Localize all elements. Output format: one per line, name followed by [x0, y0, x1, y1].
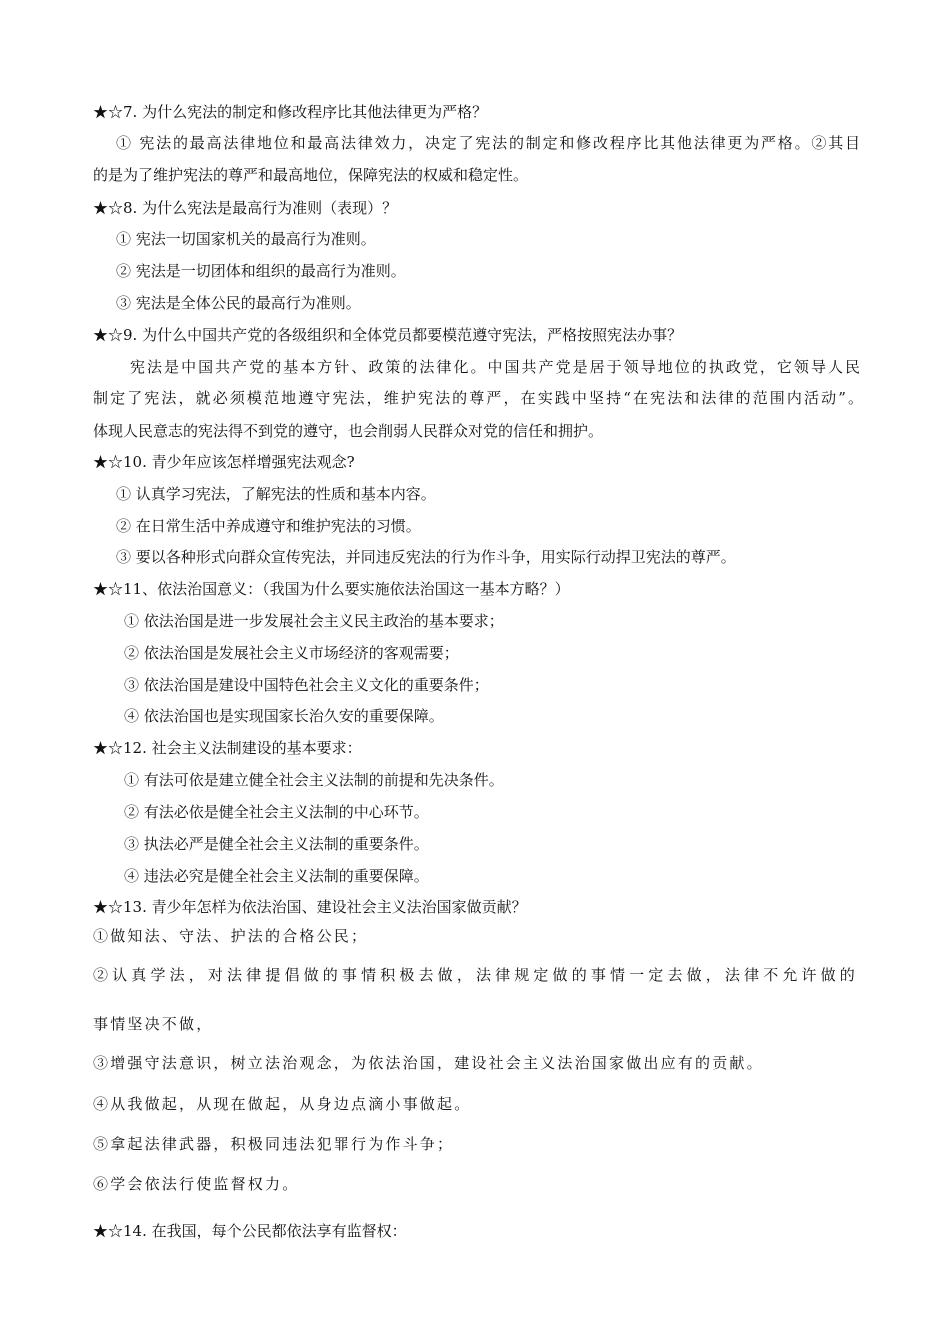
- question-13-item-1: ①做知法、守法、护法的合格公民；: [93, 927, 369, 945]
- question-11-title: ★☆11、依法治国意义：（我国为什么要实施依法治国这一基本方略？）: [93, 580, 570, 598]
- question-13-item-4: ④从我做起，从现在做起，从身边点滴小事做起。: [93, 1095, 472, 1113]
- question-10-title: ★☆10. 青少年应该怎样增强宪法观念?: [93, 453, 355, 471]
- question-13-item-6: ⑥学会依法行使监督权力。: [93, 1175, 300, 1193]
- question-12-item-3: ③ 执法必严是健全社会主义法制的重要条件。: [124, 835, 429, 853]
- question-11-item-1: ① 依法治国是进一步发展社会主义民主政治的基本要求；: [124, 612, 504, 630]
- question-14-title: ★☆14. 在我国，每个公民都依法享有监督权：: [93, 1222, 407, 1240]
- question-12-item-4: ④ 违法必究是健全社会主义法制的重要保障。: [124, 867, 429, 885]
- question-13-item-2-line-1: ②认真学法，对法律提倡做的事情积极去做，法律规定做的事情一定去做，法律不允许做的: [93, 966, 857, 984]
- question-9-answer-line-2: 制定了宪法，就必须模范地遵守宪法，维护宪法的尊严，在实践中坚持“在宪法和法律的范围内活动”。: [93, 389, 863, 407]
- question-7-answer-line-2: 的是为了维护宪法的尊严和最高地位，保障宪法的权威和稳定性。: [93, 166, 529, 184]
- question-7-answer-line-1: ① 宪法的最高法律地位和最高法律效力，决定了宪法的制定和修改程序比其他法律更为严格。②其目: [116, 134, 860, 152]
- question-9-answer-line-1: 宪法是中国共产党的基本方针、政策的法律化。中国共产党是居于领导地位的执政党，它领导人民: [130, 358, 860, 376]
- question-10-item-2: ② 在日常生活中养成遵守和维护宪法的习惯。: [116, 517, 421, 535]
- question-12-title: ★☆12. 社会主义法制建设的基本要求：: [93, 739, 362, 757]
- question-13-item-3: ③增强守法意识，树立法治观念，为依法治国，建设社会主义法治国家做出应有的贡献。: [93, 1054, 764, 1072]
- question-11-item-2: ② 依法治国是发展社会主义市场经济的客观需要；: [124, 644, 459, 662]
- question-8-title: ★☆8. 为什么宪法是最高行为准则（表现）？: [93, 199, 398, 217]
- question-13-item-5: ⑤拿起法律武器，积极同违法犯罪行为作斗争；: [93, 1135, 455, 1153]
- question-12-item-1: ① 有法可依是建立健全社会主义法制的前提和先决条件。: [124, 771, 504, 789]
- question-10-item-3: ③ 要以各种形式向群众宣传宪法，并同违反宪法的行为作斗争，用实际行动捍卫宪法的尊严。: [116, 548, 736, 566]
- question-9-title: ★☆9. 为什么中国共产党的各级组织和全体党员都要模范遵守宪法，严格按照宪法办事？: [93, 326, 683, 344]
- question-8-item-1: ① 宪法一切国家机关的最高行为准则。: [116, 230, 376, 248]
- question-7-title: ★☆7. 为什么宪法的制定和修改程序比其他法律更为严格？: [93, 103, 488, 121]
- question-10-item-1: ① 认真学习宪法，了解宪法的性质和基本内容。: [116, 485, 436, 503]
- question-8-item-3: ③ 宪法是全体公民的最高行为准则。: [116, 294, 361, 312]
- question-8-item-2: ② 宪法是一切团体和组织的最高行为准则。: [116, 262, 406, 280]
- question-9-answer-line-3: 体现人民意志的宪法得不到党的遵守，也会削弱人民群众对党的信任和拥护。: [93, 422, 604, 440]
- question-11-item-4: ④ 依法治国也是实现国家长治久安的重要保障。: [124, 707, 444, 725]
- question-12-item-2: ② 有法必依是健全社会主义法制的中心环节。: [124, 803, 429, 821]
- question-11-item-3: ③ 依法治国是建设中国特色社会主义文化的重要条件；: [124, 676, 489, 694]
- question-13-item-2-line-2: 事情坚决不做，: [93, 1015, 214, 1033]
- question-13-title: ★☆13. 青少年怎样为依法治国、建设社会主义法治国家做贡献？: [93, 898, 527, 916]
